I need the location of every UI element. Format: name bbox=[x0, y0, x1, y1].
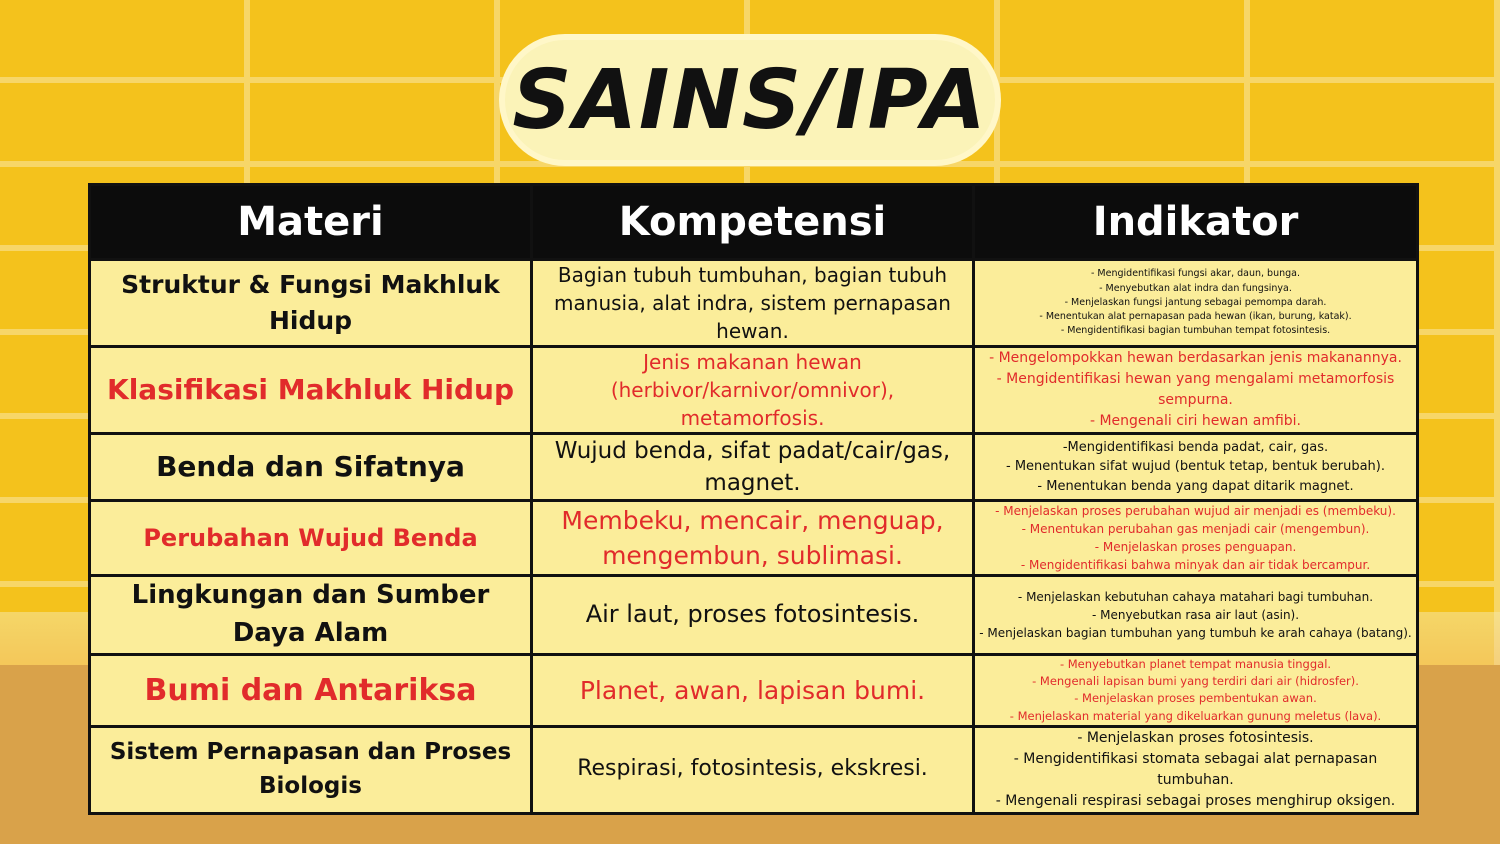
indikator-item: - Menentukan benda yang dapat ditarik magnet. bbox=[1037, 478, 1354, 494]
kompetensi-cell: Membeku, mencair, menguap, mengembun, sublimasi. bbox=[532, 501, 974, 576]
title-banner bbox=[505, 40, 995, 160]
indikator-item: - Menentukan sifat wujud (bentuk tetap, bentuk berubah). bbox=[1006, 459, 1385, 475]
indikator-item: - Mengidentifikasi bahwa minyak dan air tidak bercampur. bbox=[1020, 558, 1371, 573]
indikator-item: - Menjelaskan proses penguapan. bbox=[1094, 540, 1297, 555]
indikator-item: - Mengelompokkan hewan berdasarkan jenis makanannya. bbox=[989, 350, 1402, 366]
table-header-row bbox=[90, 185, 1418, 260]
kompetensi-cell: Wujud benda, sifat padat/cair/gas, magnet. bbox=[532, 434, 974, 501]
indikator-item: - Menjelaskan kebutuhan cahaya matahari bagi tumbuhan. bbox=[1017, 590, 1374, 605]
kompetensi-cell: Bagian tubuh tumbuhan, bagian tubuh manusia, alat indra, sistem pernapasan hewan. bbox=[532, 260, 974, 347]
indikator-cell bbox=[974, 576, 1418, 654]
indikator-item: - Menjelaskan bagian tumbuhan yang tumbuh ke arah cahaya (batang). bbox=[979, 626, 1412, 641]
indikator-item: - Menjelaskan fungsi jantung sebagai pemompa darah. bbox=[1064, 296, 1327, 308]
kompetensi-cell: Respirasi, fotosintesis, ekskresi. bbox=[532, 726, 974, 813]
table-row bbox=[90, 576, 1418, 654]
indikator-item: - Menentukan alat pernapasan pada hewan (ikan, burung, katak). bbox=[1039, 311, 1352, 323]
indikator-item: - Menjelaskan proses perubahan wujud air menjadi es (membeku). bbox=[995, 504, 1396, 519]
indikator-item: - Mengidentifikasi hewan yang mengalami metamorfosis sempurna. bbox=[996, 371, 1395, 408]
indikator-item: - Mengidentifikasi stomata sebagai alat pernapasan tumbuhan. bbox=[1013, 750, 1378, 788]
indikator-item: - Mengenali respirasi sebagai proses menghirup oksigen. bbox=[995, 792, 1396, 809]
materi-cell: Benda dan Sifatnya bbox=[90, 434, 532, 501]
indikator-cell bbox=[974, 654, 1418, 726]
header-indikator: Indikator bbox=[974, 185, 1418, 260]
kompetensi-cell: Air laut, proses fotosintesis. bbox=[532, 576, 974, 654]
table-row bbox=[90, 726, 1418, 813]
table-row bbox=[90, 501, 1418, 576]
indikator-cell bbox=[974, 501, 1418, 576]
page-title: SAINS/IPA bbox=[512, 52, 988, 148]
indikator-cell bbox=[974, 260, 1418, 347]
indikator-item: - Mengidentifikasi fungsi akar, daun, bunga. bbox=[1090, 268, 1300, 280]
materi-cell: Lingkungan dan Sumber Daya Alam bbox=[90, 576, 532, 654]
materi-cell: Bumi dan Antariksa bbox=[90, 654, 532, 726]
indikator-item: - Menjelaskan proses pembentukan awan. bbox=[1074, 691, 1317, 706]
indikator-item: - Menjelaskan material yang dikeluarkan gunung meletus (lava). bbox=[1009, 708, 1382, 723]
curriculum-table bbox=[88, 183, 1419, 815]
indikator-item: - Mengenali ciri hewan amfibi. bbox=[1089, 413, 1302, 429]
indikator-cell bbox=[974, 726, 1418, 813]
indikator-item: - Menyebutkan alat indra dan fungsinya. bbox=[1099, 282, 1292, 294]
table-row bbox=[90, 260, 1418, 347]
indikator-item: - Mengidentifikasi bagian tumbuhan tempat fotosintesis. bbox=[1060, 325, 1331, 337]
indikator-item: - Mengenali lapisan bumi yang terdiri dari air (hidrosfer). bbox=[1032, 674, 1359, 688]
table-row bbox=[90, 434, 1418, 501]
kompetensi-cell: Jenis makanan hewan (herbivor/karnivor/omnivor), metamorfosis. bbox=[532, 347, 974, 434]
materi-cell: Struktur & Fungsi Makhluk Hidup bbox=[90, 260, 532, 347]
table-row bbox=[90, 347, 1418, 434]
header-materi: Materi bbox=[90, 185, 532, 260]
materi-cell: Klasifikasi Makhluk Hidup bbox=[90, 347, 532, 434]
indikator-item: -Mengidentifikasi benda padat, cair, gas. bbox=[1062, 439, 1329, 455]
indikator-item: - Menjelaskan proses fotosintesis. bbox=[1077, 729, 1314, 746]
materi-cell: Sistem Pernapasan dan Proses Biologis bbox=[90, 726, 532, 813]
materi-cell: Perubahan Wujud Benda bbox=[90, 501, 532, 576]
indikator-cell bbox=[974, 434, 1418, 501]
indikator-item: - Menentukan perubahan gas menjadi cair (mengembun). bbox=[1021, 522, 1370, 537]
header-kompetensi: Kompetensi bbox=[532, 185, 974, 260]
kompetensi-cell: Planet, awan, lapisan bumi. bbox=[532, 654, 974, 726]
indikator-cell bbox=[974, 347, 1418, 434]
indikator-item: - Menyebutkan planet tempat manusia tinggal. bbox=[1059, 656, 1332, 671]
table-row bbox=[90, 654, 1418, 726]
indikator-item: - Menyebutkan rasa air laut (asin). bbox=[1091, 608, 1300, 623]
